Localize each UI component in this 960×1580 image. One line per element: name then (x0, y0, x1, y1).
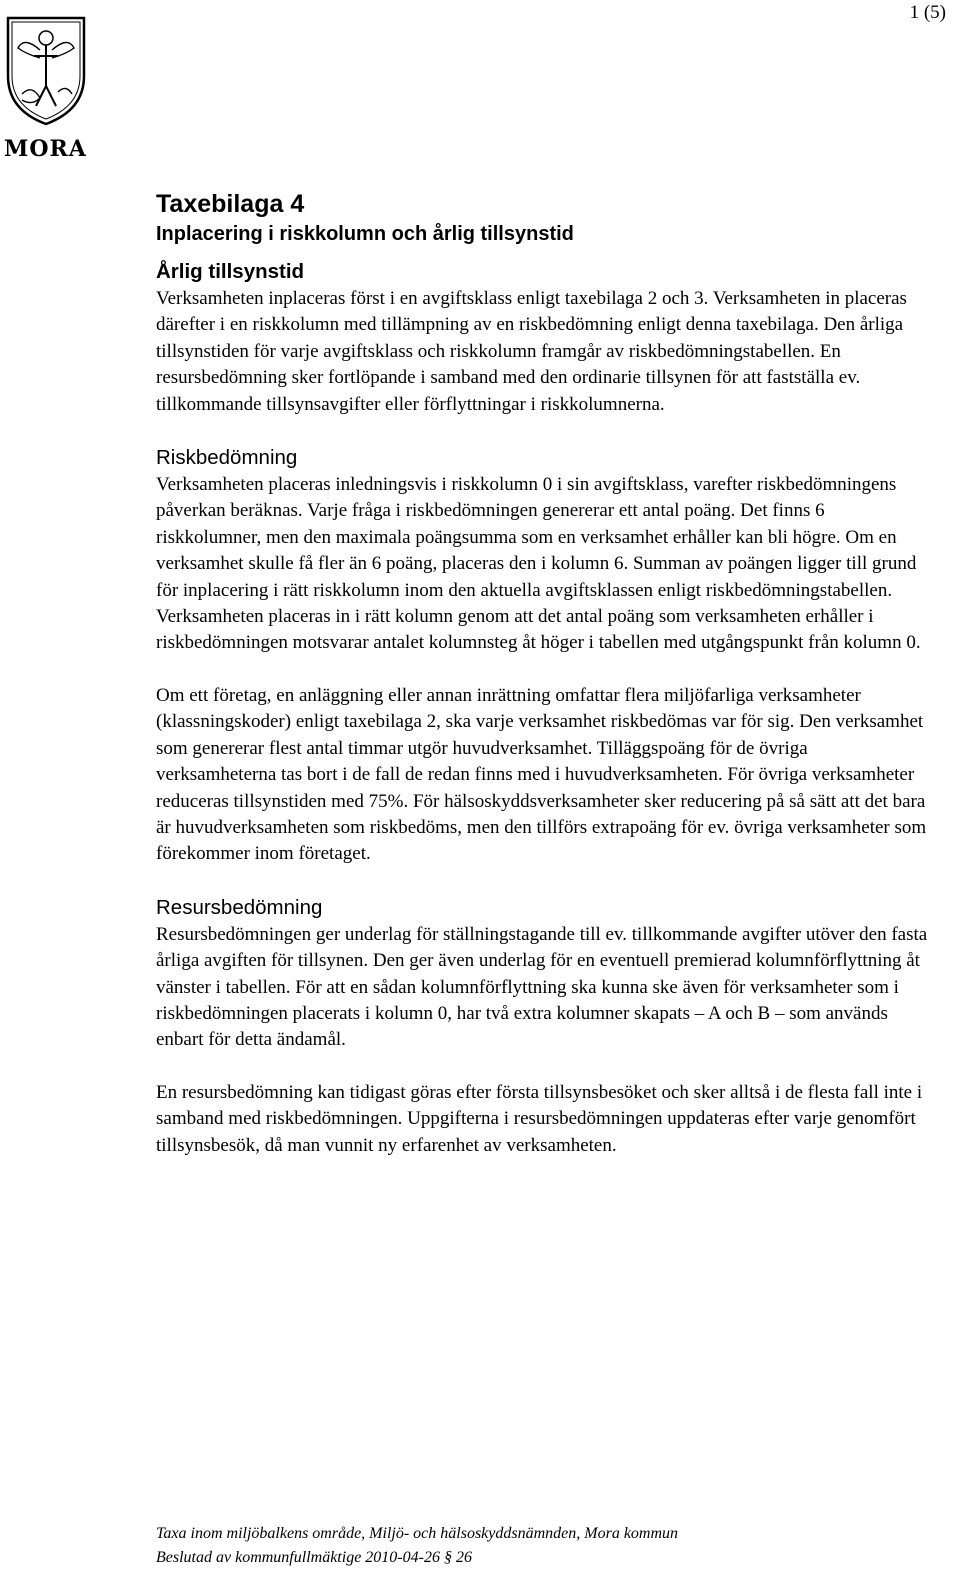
spacer (156, 657, 932, 683)
paragraph: En resursbedömning kan tidigast göras efter första tillsynsbesöket och sker alltså i de flesta fall inte i samband med riskbedömningen. Uppgifterna i resursbedömningen uppdateras efter varje genomfört tillsynsbesök, då man vunnit ny erfarenhet av verksamheten. (156, 1081, 923, 1156)
page-number: 1 (5) (909, 2, 946, 23)
page-footer (156, 1522, 678, 1570)
section-heading-riskbedomning: Riskbedömning (156, 446, 298, 470)
paragraph: Om ett företag, en anläggning eller annan inrättning omfattar flera miljöfarliga verksamheter (klassningskoder) enligt taxebilaga 2, ska varje verksamhet riskbedömas var för sig. Den verksamhet som genererar flest antal timmar utgör huvudverksamhet. Tilläggspoäng för de övriga verksamheterna tas bort i de fall de redan finns med i huvudverksamheten. För övriga verksamheter reduceras tillsynstiden med 75%. För hälsoskyddsverksamheter sker reducering på så sätt att det bara är huvudverksamheten som riskbedöms, men den tillförs extrapoäng för ev. övriga verksamheter som förekommer inom företaget. (156, 684, 927, 865)
mora-coat-of-arms (4, 14, 88, 162)
footer-line-1: Taxa inom miljöbalkens område, Miljö- och hälsoskyddsnämnden, Mora kommun (156, 1525, 679, 1542)
paragraph: Verksamheten placeras inledningsvis i riskkolumn 0 i sin avgiftsklass, varefter riskbedömningens påverkan beräknas. Varje fråga i riskbedömningen genererar ett antal poäng. Det finns 6 riskkolumner, men den maximala poängsumma som en verksamhet erhåller kan bli högre. Om en verksamhet skulle få fler än 6 poäng, placeras den i kolumn 6. Summan av poängen ligger till grund för inplacering i rätt riskkolumn inom den aktuella avgiftsklassen enligt riskbedömningstabellen. Verksamheten placeras in i rätt kolumn genom att det antal poäng som verksamheten erhåller i riskbedömningen motsvarar antalet kolumnsteg åt höger i tabellen med utgångspunkt från kolumn 0. (156, 474, 921, 654)
paragraph: Resursbedömningen ger underlag för ställningstagande till ev. tillkommande avgifter utöver den fasta årliga avgiften för tillsynen. Den ger även underlag för en eventuell premierad kolumnförflyttning åt vänster i tabellen. För att en sådan kolumnförflyttning ska kunna ske även för verksamheter som i riskbedömningen placerats i kolumn 0, har två extra kolumner skapats – A och B – som används enbart för detta ändamål. (156, 923, 928, 1051)
paragraph: Verksamheten inplaceras först i en avgiftsklass enligt taxebilaga 2 och 3. Verksamheten in placeras därefter i en riskkolumn med tillämpning av en riskbedömning enligt denna taxebilaga. Den årliga tillsynstiden för varje avgiftsklass och riskkolumn framgår av riskbedömningstabellen. En resursbedömning sker fortlöpande i samband med den ordinarie tillsynen för att fastställa ev. tillkommande tillsynsavgifter eller förflyttningar i riskkolumnerna. (156, 288, 907, 415)
logo-wordmark: MORA (4, 136, 87, 162)
coat-of-arms-icon (4, 14, 88, 126)
section-heading-arlig-tillsynstid: Årlig tillsynstid (156, 260, 305, 283)
spacer (156, 868, 932, 894)
spacer (156, 418, 932, 444)
section-heading-resursbedomning: Resursbedömning (156, 895, 323, 919)
footer-line-2: Beslutad av kommunfullmäktige 2010-04-26 § 26 (156, 1549, 472, 1566)
document-subtitle: Inplacering i riskkolumn och årlig tillsynstid (156, 223, 574, 245)
document-body (156, 188, 932, 1159)
spacer (156, 1054, 932, 1080)
document-title: Taxebilaga 4 (156, 190, 305, 218)
